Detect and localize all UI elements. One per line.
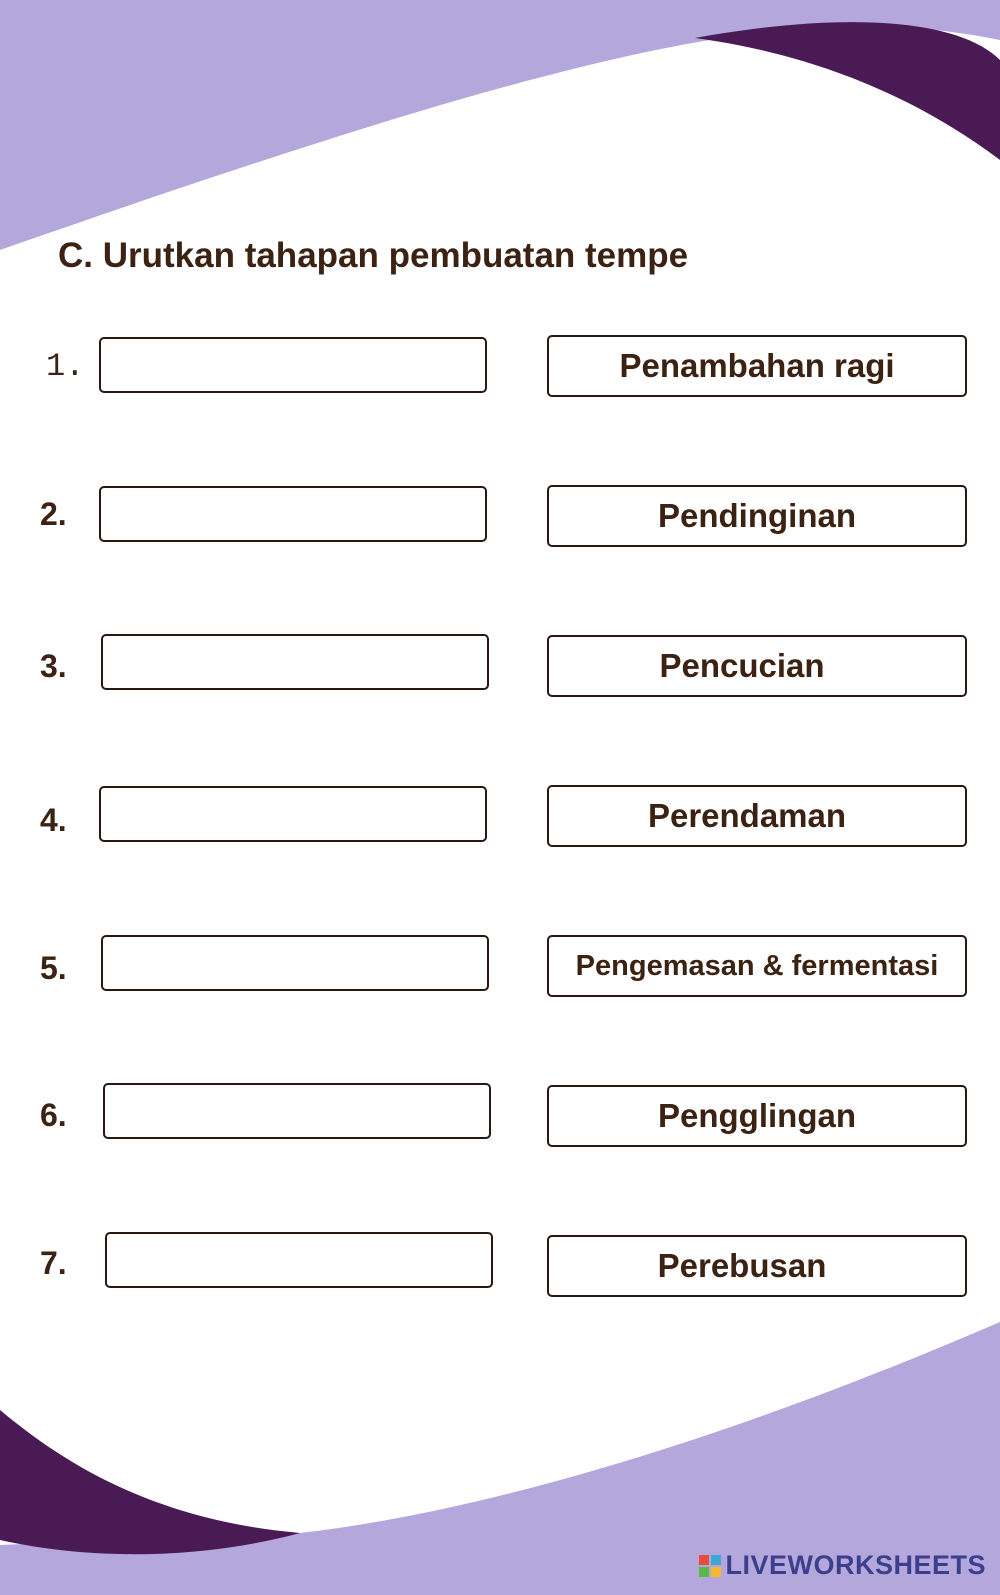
answer-box-4[interactable] — [99, 786, 487, 842]
answer-box-5[interactable] — [101, 935, 489, 991]
option-label-6: Pengglingan — [658, 1097, 856, 1134]
option-label-2: Pendinginan — [658, 497, 856, 534]
item-number-7: 7. — [40, 1245, 67, 1281]
option-box-4[interactable] — [547, 785, 967, 847]
item-number-2: 2. — [40, 496, 67, 532]
page-title: C. Urutkan tahapan pembuatan tempe — [58, 236, 689, 275]
liveworksheets-logo-icon — [699, 1555, 721, 1577]
answer-box-6[interactable] — [103, 1083, 491, 1139]
item-number-6: 6. — [40, 1097, 67, 1133]
liveworksheets-brand[interactable] — [699, 1550, 986, 1581]
item-number-3: 3. — [40, 648, 67, 684]
item-number-5: 5. — [40, 950, 67, 986]
option-box-1[interactable] — [547, 335, 967, 397]
option-label-7: Perebusan — [657, 1247, 827, 1284]
option-box-3[interactable] — [547, 635, 967, 697]
option-box-6[interactable] — [547, 1085, 967, 1147]
option-box-7[interactable] — [547, 1235, 967, 1297]
item-number-1: 1. — [46, 348, 85, 385]
answer-box-2[interactable] — [99, 486, 487, 542]
answer-box-7[interactable] — [105, 1232, 493, 1288]
option-label-5: Pengemasan & fermentasi — [575, 949, 939, 982]
bottom-dark-wave — [0, 1410, 300, 1554]
answer-box-1[interactable] — [99, 337, 487, 393]
item-number-4: 4. — [40, 802, 67, 838]
option-label-4: Perendaman — [647, 797, 847, 834]
option-label-1: Penambahan ragi — [619, 347, 895, 384]
option-box-5[interactable] — [547, 935, 967, 997]
option-label-3: Pencucian — [659, 647, 825, 684]
top-dark-wave — [695, 22, 1000, 160]
brand-text: LIVEWORKSHEETS — [725, 1550, 986, 1580]
answer-box-3[interactable] — [101, 634, 489, 690]
option-box-2[interactable] — [547, 485, 967, 547]
